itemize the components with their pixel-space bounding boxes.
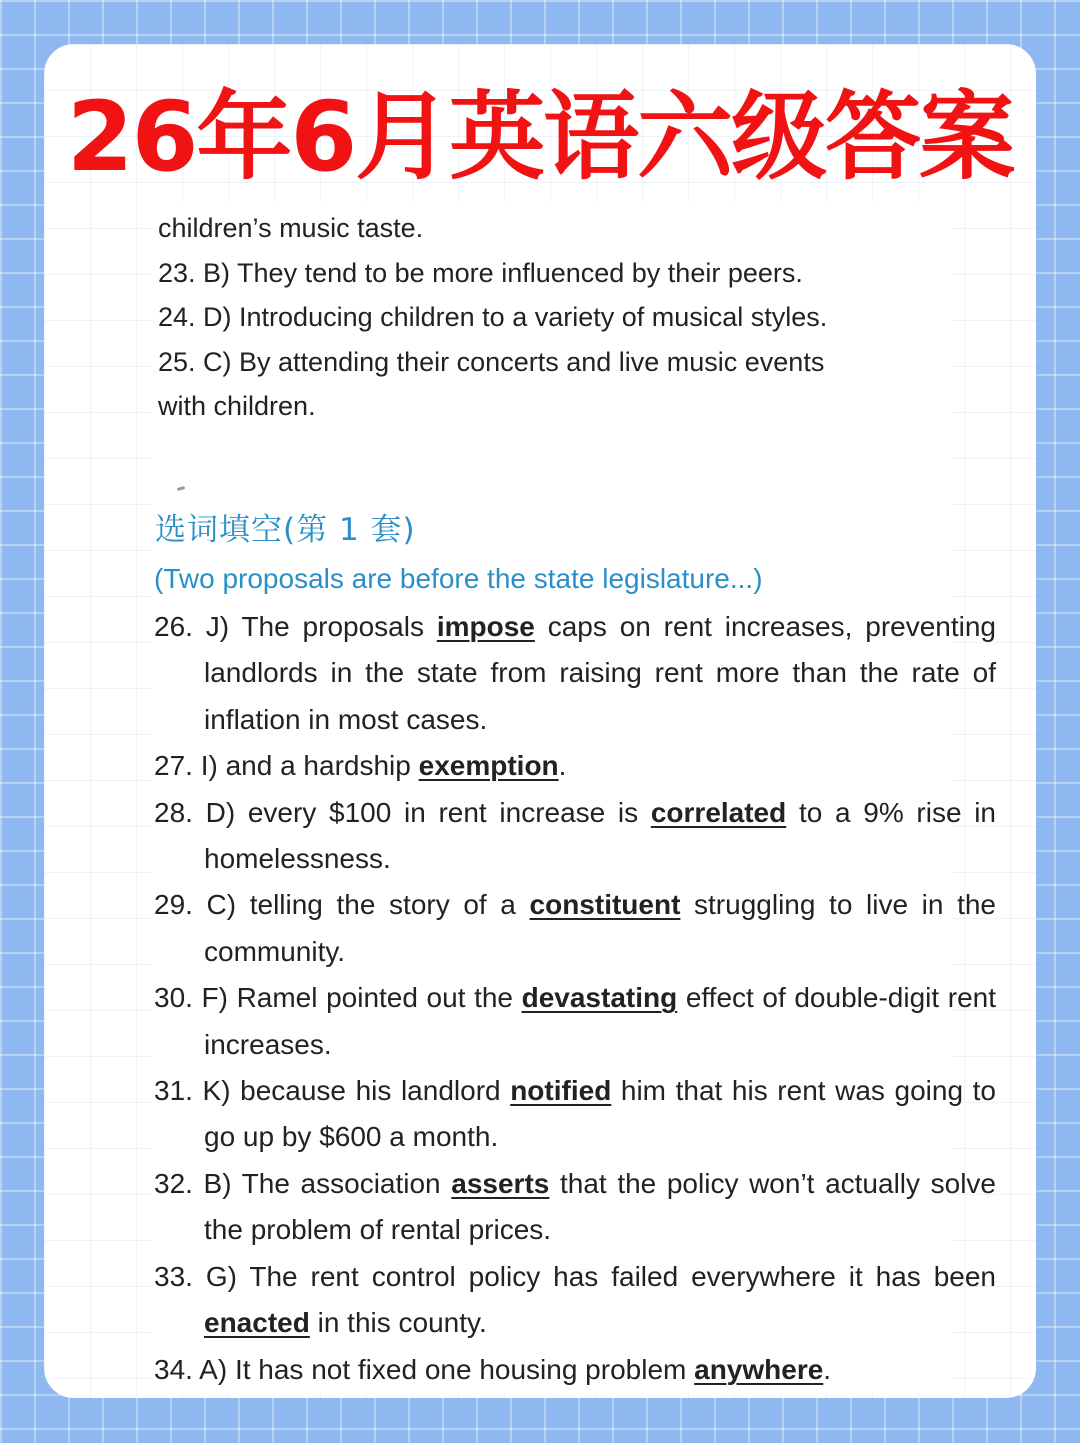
- answer-item: [154, 790, 996, 883]
- answer-text: struggling to live in the community.: [204, 889, 997, 967]
- answer-list: [154, 604, 996, 1393]
- answer-keyword: exemption: [418, 750, 559, 782]
- answer-item: [154, 1347, 996, 1393]
- answer-text: effect of double-digit rent increases.: [204, 982, 996, 1060]
- answer-text: 26. J) The proposals: [154, 611, 437, 642]
- section-title: 选词填空(第 1 套): [155, 512, 416, 548]
- answer-keyword: asserts: [451, 1167, 550, 1199]
- content-card: [44, 44, 1036, 1398]
- answer-item: [154, 1068, 996, 1161]
- answer-sheet: [152, 202, 997, 1392]
- answer-text: caps on rent increases, preventing landlords in the state from raising rent more than the rate of inflation in most cases.: [204, 611, 997, 735]
- answer-text: 30. F) Ramel pointed out the: [154, 982, 522, 1014]
- previous-answers: [158, 206, 962, 429]
- answer-text: 29. C) telling the story of a: [154, 889, 530, 921]
- answer-text: 31. K) because his landlord: [154, 1075, 511, 1107]
- answer-keyword: devastating: [521, 982, 678, 1014]
- answer-item: [154, 1161, 996, 1254]
- answer-item: [154, 882, 996, 975]
- answer-item: [154, 604, 996, 743]
- answer-item: [154, 1254, 996, 1347]
- answer-text: 28. D) every $100 in rent increase is: [154, 796, 651, 828]
- answer-keyword: impose: [436, 611, 535, 642]
- answer-text: 33. G) The rent control policy has failed everywhere it has been: [154, 1260, 996, 1292]
- answer-text: to a 9% rise in homelessness.: [204, 796, 996, 875]
- answer-line: children’s music taste.: [158, 213, 424, 243]
- answer-text: in this county.: [309, 1307, 487, 1339]
- answer-item: [154, 975, 996, 1068]
- answer-keyword: anywhere: [694, 1353, 824, 1385]
- answer-line: 25. C) By attending their concerts and live music events: [158, 346, 825, 377]
- answer-text: 34. A) It has not fixed one housing problem: [154, 1353, 695, 1385]
- section-subtitle: (Two proposals are before the state legislature...): [154, 563, 763, 594]
- answer-keyword: enacted: [204, 1307, 310, 1339]
- answer-line: with children.: [158, 391, 316, 421]
- answer-text: .: [823, 1353, 832, 1385]
- answer-line: 24. D) Introducing children to a variety of musical styles.: [158, 302, 828, 332]
- answer-text: 32. B) The association: [154, 1167, 452, 1199]
- answer-text: 27. I) and a hardship: [154, 750, 419, 782]
- answer-keyword: correlated: [650, 796, 787, 828]
- answer-line: 23. B) They tend to be more influenced by their peers.: [158, 257, 803, 288]
- answer-text: that the policy won’t actually solve the problem of rental prices.: [204, 1167, 996, 1246]
- answer-keyword: notified: [510, 1075, 612, 1107]
- page-title: 26年6月英语六级答案: [66, 81, 1014, 193]
- answer-text: .: [558, 750, 567, 782]
- answer-item: [154, 743, 996, 789]
- pen-mark: [177, 486, 186, 491]
- answer-keyword: constituent: [529, 889, 681, 921]
- answer-text: him that his rent was going to go up by $600 a month.: [204, 1075, 996, 1153]
